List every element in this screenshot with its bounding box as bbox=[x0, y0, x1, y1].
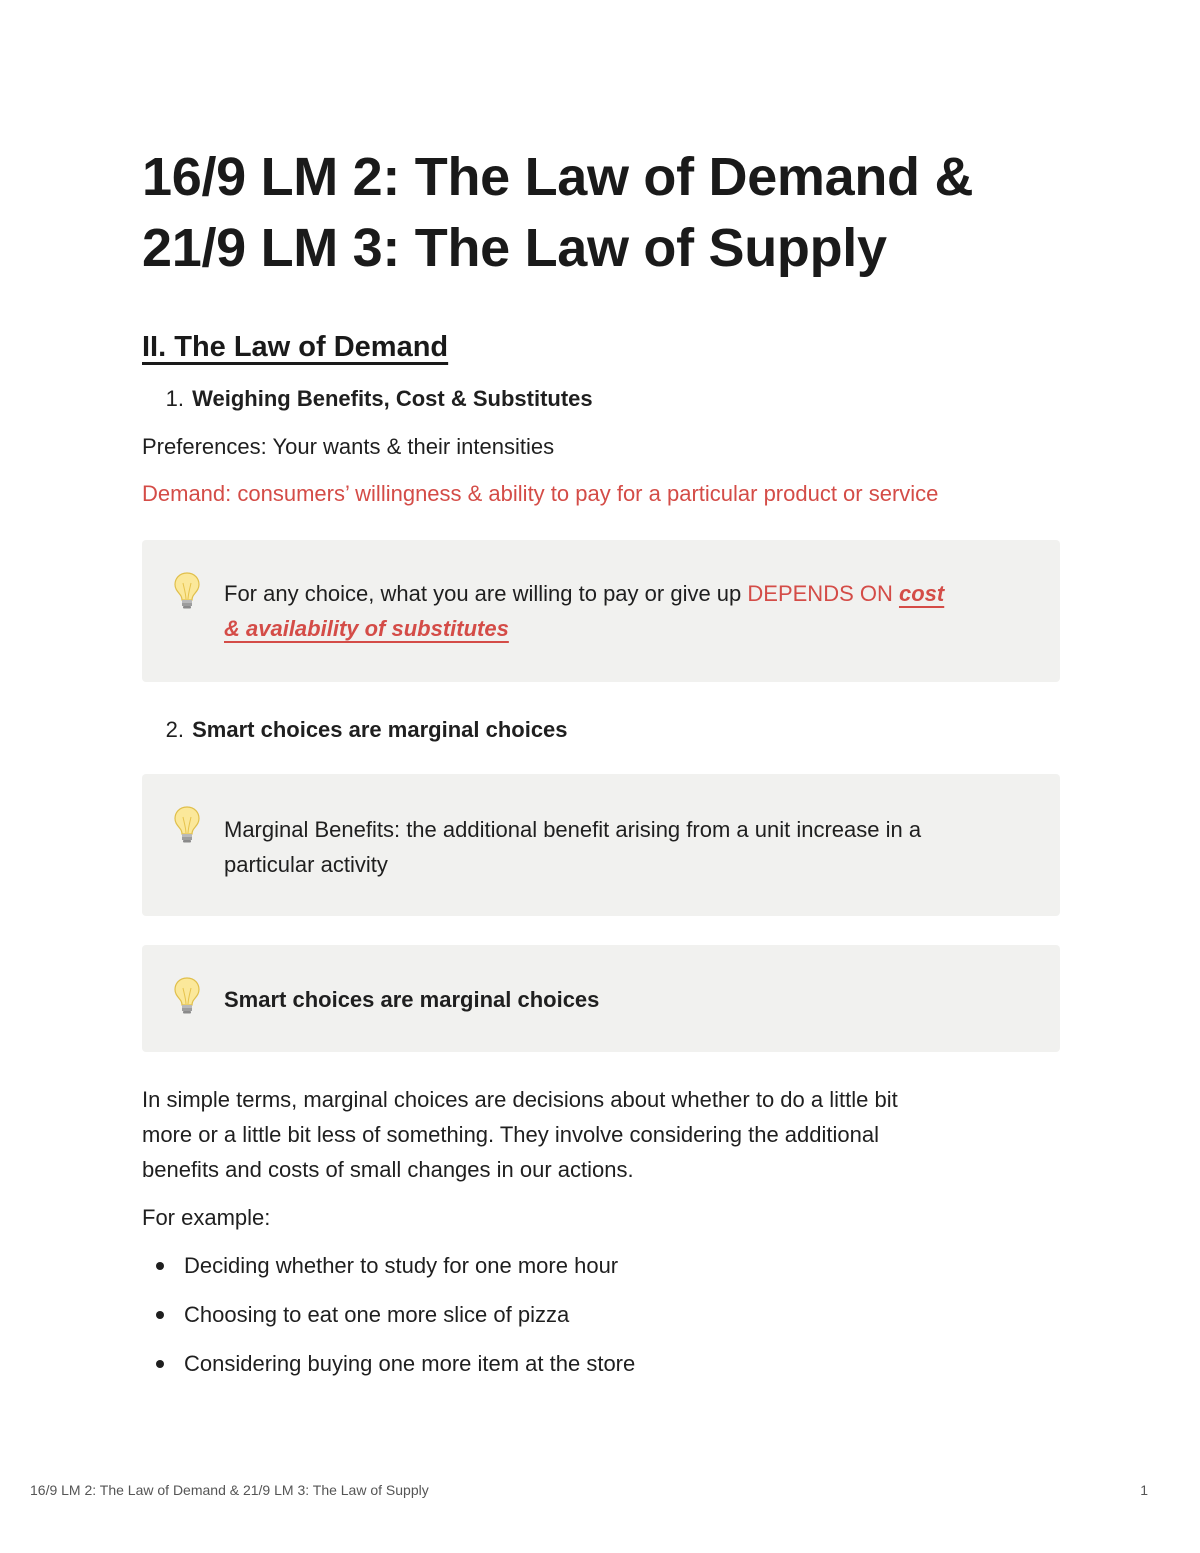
item-number: 1. bbox=[165, 386, 184, 411]
callout-box-1 bbox=[142, 540, 1060, 682]
list-item-text: Considering buying one more item at the store bbox=[184, 1351, 636, 1376]
numbered-item-1 bbox=[142, 384, 593, 414]
list-item-text: Choosing to eat one more slice of pizza bbox=[184, 1302, 570, 1327]
page-title bbox=[142, 142, 1082, 284]
list-item-text: Deciding whether to study for one more hour bbox=[184, 1253, 619, 1278]
callout-3-text: Smart choices are marginal choices bbox=[224, 987, 600, 1012]
preferences-text: Preferences: Your wants & their intensities bbox=[142, 434, 555, 459]
demand-text: Demand: consumers’ willingness & ability to pay for a particular product or service bbox=[142, 481, 939, 506]
callout-box-3 bbox=[142, 945, 1060, 1052]
lightbulb-icon bbox=[172, 804, 202, 846]
list-item bbox=[142, 1346, 635, 1395]
paragraph-line-2: more or a little bit less of something. They involve considering the additional bbox=[142, 1122, 879, 1147]
for-example-label: For example: bbox=[142, 1205, 271, 1230]
callout-box-2 bbox=[142, 774, 1060, 916]
lightbulb-icon bbox=[172, 570, 202, 612]
lightbulb-icon bbox=[172, 975, 202, 1017]
section-heading: II. The Law of Demand bbox=[142, 331, 449, 363]
callout-2-line-2: particular activity bbox=[224, 852, 388, 877]
callout-1-text bbox=[224, 576, 1040, 646]
callout-2-text bbox=[224, 812, 1040, 882]
explanation-paragraph bbox=[142, 1082, 1060, 1187]
callout-1-emphasis-1: cost bbox=[898, 581, 945, 606]
bullet-icon bbox=[156, 1360, 164, 1368]
callout-1-plain: For any choice, what you are willing to pay or give up bbox=[224, 581, 748, 606]
examples-list bbox=[142, 1248, 635, 1395]
item-label: Smart choices are marginal choices bbox=[192, 717, 568, 742]
numbered-item-2 bbox=[142, 715, 568, 745]
page-number: 1 bbox=[1140, 1482, 1148, 1498]
list-item bbox=[142, 1248, 635, 1297]
bullet-icon bbox=[156, 1311, 164, 1319]
item-number: 2. bbox=[165, 717, 184, 742]
paragraph-line-1: In simple terms, marginal choices are decisions about whether to do a little bit bbox=[142, 1087, 898, 1112]
title-line-1: 16/9 LM 2: The Law of Demand & bbox=[142, 147, 974, 207]
paragraph-line-3: benefits and costs of small changes in our actions. bbox=[142, 1157, 634, 1182]
footer-title: 16/9 LM 2: The Law of Demand & 21/9 LM 3: The Law of Supply bbox=[30, 1482, 429, 1498]
item-label: Weighing Benefits, Cost & Substitutes bbox=[192, 386, 593, 411]
callout-2-line-1: Marginal Benefits: the additional benefit arising from a unit increase in a bbox=[224, 817, 922, 842]
callout-1-emphasis-2: & availability of substitutes bbox=[224, 616, 509, 641]
title-line-2: 21/9 LM 3: The Law of Supply bbox=[142, 218, 887, 278]
bullet-icon bbox=[156, 1262, 164, 1270]
callout-1-red: DEPENDS ON bbox=[747, 581, 899, 606]
list-item bbox=[142, 1297, 635, 1346]
